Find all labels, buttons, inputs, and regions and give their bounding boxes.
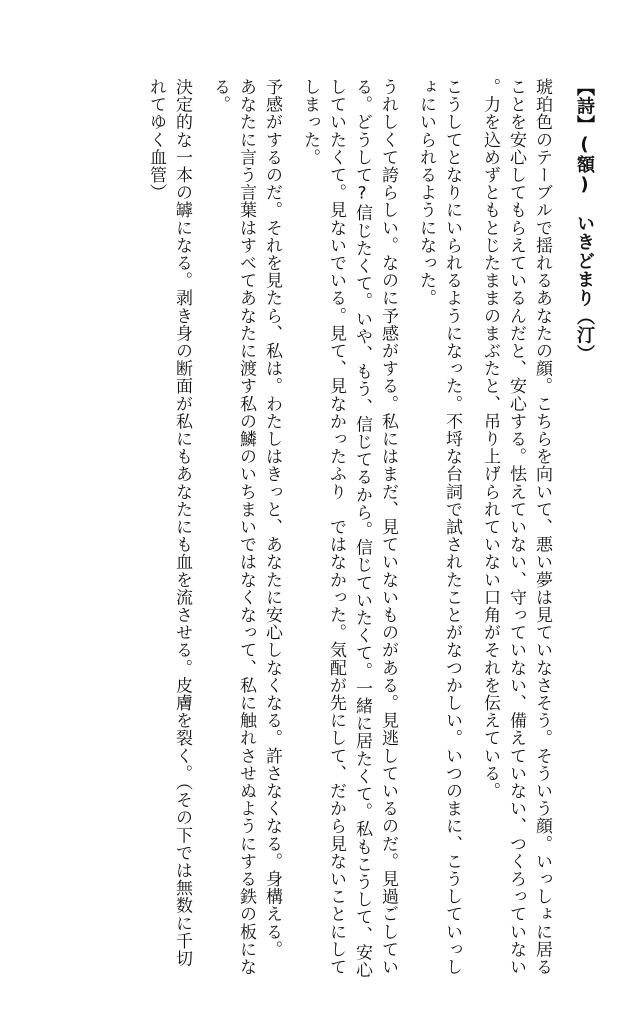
title-author: いきどまり（汀） xyxy=(574,214,595,364)
paragraph xyxy=(477,78,555,983)
paragraph xyxy=(413,78,465,983)
paragraph xyxy=(143,78,195,983)
poem-title xyxy=(571,78,597,983)
paragraph-line: こうしてとなりにいられるようになった。不埒な台詞で試されたことがなつかしい。いつのまに、こうしていっしょにいられるようになった。 xyxy=(416,78,462,976)
paragraph xyxy=(207,78,285,983)
paragraph-line: 決定的な一本の罅になる。剥き身の断面が私にもあなたにも血を流させる。皮膚を裂く。（その下では無数に千切れてゆく血管） xyxy=(146,78,192,968)
paragraph-line: うれしくて誇らしい。なのに予感がする。私にはまだ、見ていないものがある。見逃しているのだ。見過ごしている。どうして?信じたくて。いや、もう、信じてるから。信じていたくて。一緒に居たくて。私もこうして、安心していたくて。見ないでいる。見て、見なかったふり ではなかった。気配が先にして、だから見ないことにしてしまった。 xyxy=(300,78,398,979)
paragraph-line: 予感がするのだ。それを見たら、私は。わたしはきっと、あなたに安心しなくなる。許さなくなる。身構える。 xyxy=(262,78,282,958)
paragraph-line: あなたに言う言葉はすべてあなたに渡す私の鱗のいちまいではなくなって、私に触れさせぬようにする鉄の板になる。 xyxy=(210,78,256,976)
paragraph xyxy=(297,78,401,983)
paragraph-line: 琥珀色のテーブルで揺れるあなたの顔。こちらを向いて、悪い夢は見ていなさそう。そういう顔。いっしょに居ることを安心してもらえているんだと、安心する。怯えていない、守っていない、備えていない、つくろっていない。力を込めずともとじたままのまぶたと、吊り上げられていない口角がそれを伝えている。 xyxy=(480,78,552,976)
title-main: 【詩】(額) xyxy=(574,78,595,196)
vertical-text-body xyxy=(131,78,597,983)
